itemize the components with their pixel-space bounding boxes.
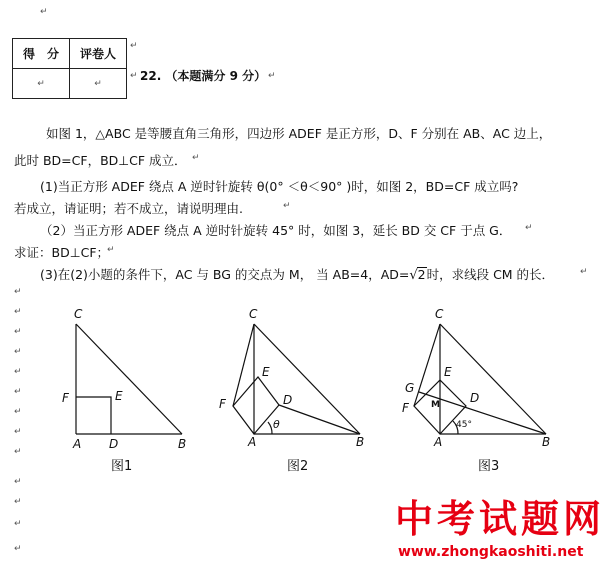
fig1-label-F: F: [62, 391, 69, 405]
fig1-label-E: E: [115, 389, 123, 403]
paragraph-mark: ↵: [14, 447, 22, 457]
fig2-theta-arc: [268, 422, 272, 434]
paragraph-mark: ↵: [283, 201, 291, 211]
part3-text-before: (3)在(2)小题的条件下，AC 与 BG 的交点为 M， 当 AB=4，AD=: [40, 267, 410, 282]
paragraph-mark: ↵: [525, 223, 533, 233]
fig2-label-B: B: [356, 435, 365, 449]
paragraph-mark: ↵: [14, 287, 22, 297]
paragraph-mark: ↵: [14, 387, 22, 397]
fig2-label-theta: θ: [273, 418, 280, 431]
part1-line-2: 若成立，请证明；若不成立，请说明理由.: [14, 201, 243, 216]
fig3-segment-BG: [419, 392, 546, 434]
part2-line-2: 求证：BD⊥CF；: [14, 245, 110, 260]
paragraph-mark: ↵: [14, 477, 22, 487]
fig3-label-G: G: [405, 381, 415, 395]
part1-line-1: (1)当正方形 ADEF 绕点 A 逆时针旋转 θ(0° ＜θ＜90° )时，如图 2，BD=CF 成立吗?: [40, 179, 519, 194]
figure-1: [76, 324, 182, 434]
paragraph-mark: ↵: [14, 407, 22, 417]
part3-text-after: 时，求线段 CM 的长．: [426, 267, 555, 282]
fig1-label-C: C: [74, 307, 83, 321]
score-cell[interactable]: ↵: [13, 69, 70, 99]
fig3-label-A: A: [434, 435, 443, 449]
paragraph-mark: ↵: [14, 427, 22, 437]
paragraph-mark: ↵: [192, 153, 200, 163]
fig1-square: [76, 397, 111, 434]
paragraph-mark: ↵: [14, 367, 22, 377]
fig3-label-M: M: [431, 400, 440, 410]
figure-3: [414, 324, 546, 434]
part2-line-1: （2）当正方形 ADEF 绕点 A 逆时针旋转 45° 时，如图 3，延长 BD 交 CF 于点 G．: [40, 223, 512, 238]
paragraph-mark: ↵: [14, 327, 22, 337]
fig1-label-D: D: [109, 437, 119, 451]
fig2-label-E: E: [262, 365, 270, 379]
score-header: 得 分: [13, 39, 70, 69]
paragraph-mark: ↵: [14, 519, 22, 529]
paragraph-mark: ↵: [130, 41, 138, 51]
fig2-caption: 图2: [287, 459, 309, 474]
fig3-label-D: D: [470, 391, 480, 405]
paragraph-mark: ↵: [580, 267, 588, 277]
fig3-label-E: E: [444, 365, 452, 379]
fig2-label-A: A: [248, 435, 257, 449]
intro-line-2: 此时 BD=CF，BD⊥CF 成立．: [14, 153, 187, 168]
grader-header: 评卷人: [70, 39, 127, 69]
fig2-side-BC: [254, 324, 360, 434]
paragraph-mark: ↵: [14, 307, 22, 317]
paragraph-mark: ↵: [14, 347, 22, 357]
paragraph-mark: ↵: [268, 71, 276, 81]
paragraph-mark: ↵: [14, 497, 22, 507]
figure-2: [233, 324, 360, 434]
watermark-brand: 中考试题网: [395, 497, 606, 541]
fig3-label-B: B: [542, 435, 551, 449]
sqrt-sign: √: [409, 268, 418, 283]
fig1-caption: 图1: [111, 459, 133, 474]
fig1-label-B: B: [178, 437, 187, 451]
fig2-label-C: C: [249, 307, 258, 321]
intro-line-1: 如图 1，△ABC 是等腰直角三角形，四边形 ADEF 是正方形，D、F 分别在 AB、AC 边上，: [46, 126, 552, 141]
paragraph-mark: ↵: [130, 71, 138, 81]
fig2-segment-BD: [279, 405, 360, 434]
sqrt-radicand: 2: [417, 267, 426, 282]
fig3-label-C: C: [435, 307, 444, 321]
fig3-label-F: F: [402, 401, 409, 415]
fig1-label-A: A: [73, 437, 82, 451]
fig2-label-F: F: [219, 397, 226, 411]
watermark-url[interactable]: www.zhongkaoshiti.net: [398, 544, 584, 560]
fig2-label-D: D: [283, 393, 293, 407]
paragraph-mark: ↵: [14, 544, 22, 554]
question-title: 22. （本题满分 9 分）: [140, 69, 267, 83]
paragraph-mark: ↵: [107, 245, 115, 255]
fig1-side-BC: [76, 324, 182, 434]
paragraph-mark: ↵: [40, 7, 48, 17]
fig3-label-angle: 45°: [456, 420, 472, 430]
grader-cell[interactable]: ↵: [70, 69, 127, 99]
fig3-caption: 图3: [478, 459, 500, 474]
